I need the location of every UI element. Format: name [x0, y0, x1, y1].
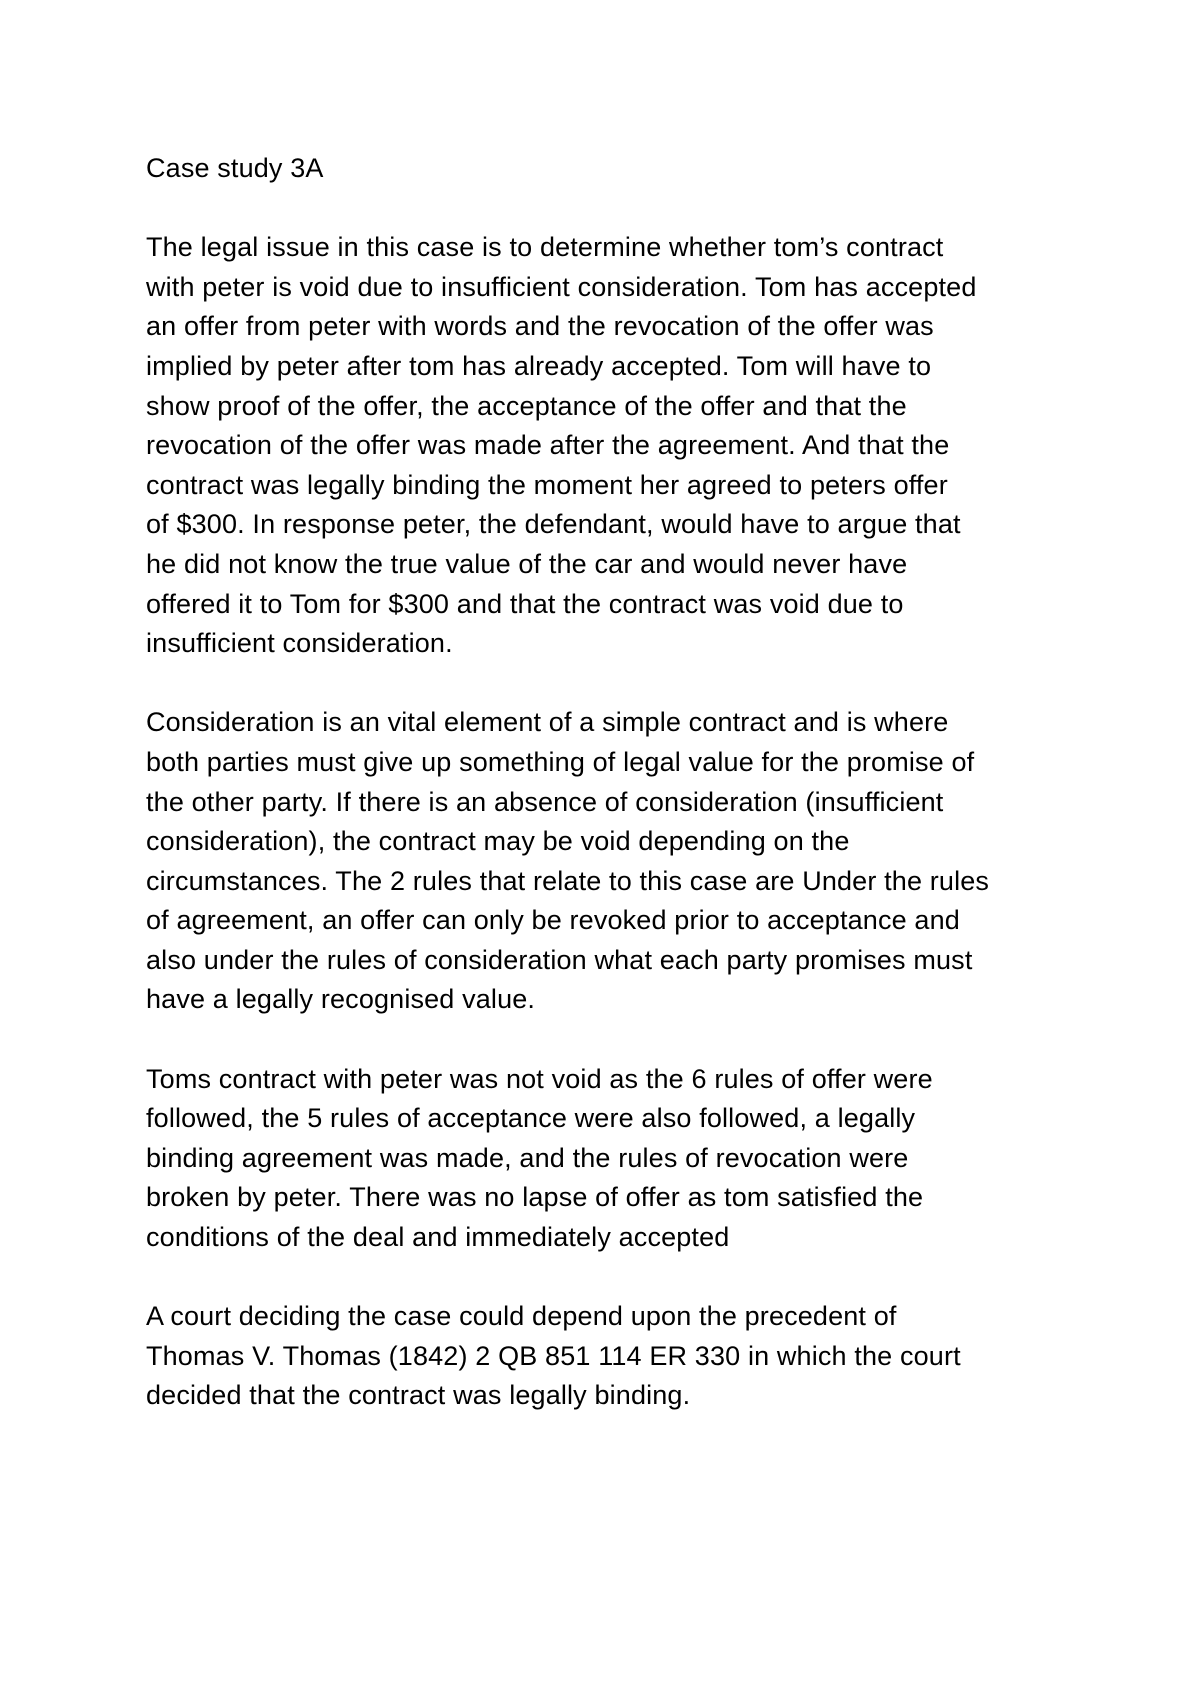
text-line: he did not know the true value of the car and would never have [146, 548, 908, 579]
text-line: revocation of the offer was made after the agreement. And that the [146, 430, 950, 461]
text-line: the other party. If there is an absence of consideration (insufficient [146, 786, 944, 817]
text-line: conditions of the deal and immediately accepted [146, 1222, 730, 1253]
text-line: also under the rules of consideration what each party promises must [146, 944, 973, 975]
text-line: Thomas V. Thomas (1842) 2 QB 851 114 ER 330 in which the court [146, 1340, 961, 1371]
text-line: Toms contract with peter was not void as the 6 rules of offer were [146, 1063, 933, 1094]
text-line: contract was legally binding the moment her agreed to peters offer [146, 469, 948, 500]
text-line: insufficient consideration. [146, 628, 453, 659]
text-line: show proof of the offer, the acceptance of the offer and that the [146, 390, 907, 421]
document-title: Case study 3A [146, 153, 324, 183]
text-line: with peter is void due to insufficient consideration. Tom has accepted [146, 271, 977, 302]
text-line: Consideration is an vital element of a simple contract and is where [146, 707, 949, 738]
text-line: an offer from peter with words and the revocation of the offer was [146, 311, 934, 342]
paragraph-consideration [146, 703, 1076, 1020]
paragraph-legal-issue [146, 228, 1076, 664]
text-line: consideration), the contract may be void depending on the [146, 826, 850, 857]
text-line: of agreement, an offer can only be revoked prior to acceptance and [146, 905, 960, 936]
document-body [146, 149, 1076, 1416]
text-line: both parties must give up something of legal value for the promise of [146, 746, 975, 777]
text-line: A court deciding the case could depend upon the precedent of [146, 1301, 897, 1332]
text-line: circumstances. The 2 rules that relate to this case are Under the rules [146, 865, 990, 896]
text-line: of $300. In response peter, the defendant, would have to argue that [146, 509, 961, 540]
text-line: binding agreement was made, and the rules of revocation were [146, 1142, 909, 1173]
text-line: decided that the contract was legally binding. [146, 1380, 691, 1411]
text-line: The legal issue in this case is to determine whether tom’s contract [146, 232, 944, 263]
paragraph-application [146, 1060, 1076, 1258]
text-line: have a legally recognised value. [146, 984, 536, 1015]
text-line: offered it to Tom for $300 and that the contract was void due to [146, 588, 904, 619]
text-line: followed, the 5 rules of acceptance were also followed, a legally [146, 1103, 916, 1134]
paragraph-conclusion [146, 1297, 1076, 1416]
text-line: broken by peter. There was no lapse of offer as tom satisfied the [146, 1182, 924, 1213]
text-line: implied by peter after tom has already accepted. Tom will have to [146, 350, 932, 381]
